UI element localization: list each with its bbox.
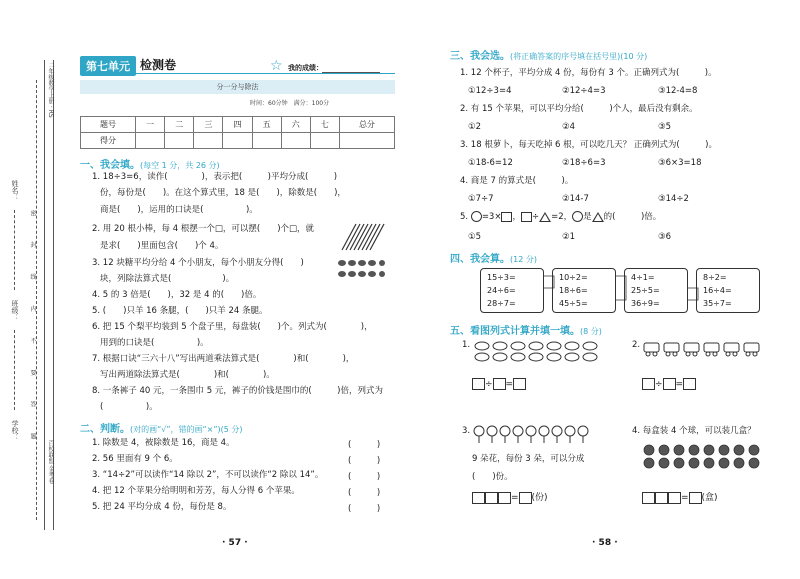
fish-image xyxy=(472,340,602,364)
section-5-heading xyxy=(450,322,602,337)
name-label: 姓名： xyxy=(11,180,19,201)
score-label: 我的成绩： xyxy=(288,64,323,72)
class-line xyxy=(14,330,15,410)
question-7-line-2: 写出两道除法算式是( )和( )。 xyxy=(100,370,275,380)
answer-box[interactable] xyxy=(513,378,526,390)
choice-5-part-g: 的( )倍。 xyxy=(603,212,662,222)
op-eq: = xyxy=(505,379,514,390)
school-label: 学校： xyxy=(11,420,19,441)
judge-3-answer[interactable]: ( ) xyxy=(348,472,381,482)
judge-3: 3. “14÷2”可以读作“14 除以 2”，不可以读作“2 除以 14”。 xyxy=(92,470,324,480)
choice-5 xyxy=(460,211,661,223)
picture-4-text: 4. 每盒装 4 个球，可以装几盒？ xyxy=(632,426,756,436)
score-input-cell[interactable] xyxy=(339,133,394,149)
score-input-cell[interactable] xyxy=(136,133,165,149)
op-div: ÷ xyxy=(655,379,663,390)
car-image xyxy=(642,340,762,360)
seal-text: 密 封 线 内 不 要 答 题 xyxy=(29,210,36,452)
answer-box[interactable] xyxy=(689,492,702,504)
choice-5-part-d: ÷ xyxy=(531,212,540,222)
op-div: ÷ xyxy=(485,379,493,390)
calc-item: 18÷6= xyxy=(559,286,588,295)
calc-item: 10÷2= xyxy=(559,273,588,282)
choice-5-option-1[interactable]: ①5 xyxy=(468,232,482,242)
section-3-heading xyxy=(450,47,647,62)
judge-2: 2. 56 里面有 9 个 6。 xyxy=(92,454,178,464)
answer-box[interactable] xyxy=(642,492,655,504)
square-icon xyxy=(501,212,512,222)
binding-strip xyxy=(8,60,54,530)
question-7-line-1: 7. 根据口诀“三六十八”写出两道乘法算式是( )和( )， xyxy=(92,354,355,364)
score-cell: 题号 xyxy=(81,117,136,133)
choice-4-option-2[interactable]: ②14-7 xyxy=(562,194,589,204)
page-number-right: · 58 · xyxy=(592,538,618,548)
section-1-heading xyxy=(80,156,220,171)
name-line xyxy=(14,210,15,290)
score-cell: 得分 xyxy=(81,133,136,149)
page-title: 检测卷 xyxy=(140,58,177,72)
equation-1 xyxy=(472,378,526,390)
right-page xyxy=(400,0,800,579)
answer-box[interactable] xyxy=(498,492,511,504)
question-6-line-2: 用到的口诀是( )。 xyxy=(100,338,209,348)
calc-item: 24÷6= xyxy=(487,286,516,295)
balls-image xyxy=(642,444,772,470)
picture-3-text: 9 朵花，每份 3 朵，可以分成 xyxy=(472,454,585,464)
judge-2-answer[interactable]: ( ) xyxy=(348,456,381,466)
unit-tag: 第七单元 xyxy=(80,56,136,76)
section-4-title: 四、我会算。 xyxy=(450,254,510,265)
section-5-hint: (8 分) xyxy=(580,327,602,336)
choice-5-part-e: =2， xyxy=(551,212,573,222)
calc-item: 15÷3= xyxy=(487,273,516,282)
page-number-left: · 57 · xyxy=(222,538,248,548)
judge-1: 1. 除数是 4，被除数是 16，商是 4。 xyxy=(92,438,235,448)
score-input-cell[interactable] xyxy=(223,133,252,149)
choice-2: 2. 有 15 个苹果，可以平均分给( )个人，最后没有剩余。 xyxy=(460,104,698,114)
choice-4-option-1[interactable]: ①7÷7 xyxy=(468,194,494,204)
choice-3: 3. 18 根萝卜，每天吃掉 6 根，可以吃几天？ 正确列式为( )。 xyxy=(460,140,717,150)
triangle-icon xyxy=(539,212,551,222)
star-icon: ☆ xyxy=(270,58,283,74)
answer-box[interactable] xyxy=(683,378,696,390)
brand-text: 百校联盟 金考卷 xyxy=(47,440,54,484)
choice-1-option-3[interactable]: ③12-4=8 xyxy=(658,86,698,96)
score-input-cell[interactable] xyxy=(252,133,281,149)
score-cell: 四 xyxy=(223,117,252,133)
question-2-line-2: 是求( )里面包含( )个 4。 xyxy=(100,241,224,251)
op-eq: = xyxy=(511,493,519,503)
score-table xyxy=(80,116,395,149)
choice-4: 4. 商是 7 的算式是( )。 xyxy=(460,176,574,186)
score-table-score-row xyxy=(81,133,395,149)
score-table-header-row xyxy=(81,117,395,133)
calc-item: 45÷5= xyxy=(559,299,588,308)
op-eq: = xyxy=(681,493,689,503)
section-3-title: 三、我会选。 xyxy=(450,51,510,62)
answer-box[interactable] xyxy=(485,492,498,504)
choice-5-option-2[interactable]: ②1 xyxy=(562,232,576,242)
series-text: 二年级数学上册 · RS xyxy=(47,62,54,118)
section-1-title: 一、我会填。 xyxy=(80,160,140,171)
score-input-cell[interactable] xyxy=(194,133,223,149)
choice-3-option-3[interactable]: ③6×3=18 xyxy=(658,158,702,168)
answer-box[interactable] xyxy=(472,492,485,504)
section-4-heading xyxy=(450,250,537,265)
score-input-cell[interactable] xyxy=(165,133,194,149)
answer-box[interactable] xyxy=(493,378,506,390)
subtitle: 分一分与除法 xyxy=(80,80,395,94)
section-3-hint: (将正确答案的序号填在括号里)(10 分) xyxy=(510,52,648,61)
picture-2-number: 2. xyxy=(632,340,641,350)
score-input-cell[interactable] xyxy=(310,133,339,149)
question-4: 4. 5 的 3 倍是( )，32 是 4 的( )倍。 xyxy=(92,290,262,300)
equation-3 xyxy=(472,490,548,504)
answer-box[interactable] xyxy=(472,378,485,390)
question-2-line-1: 2. 用 20 根小棒，每 4 根摆一个□，可以摆( )个□，就 xyxy=(92,224,315,234)
calc-item: 28÷7= xyxy=(487,299,516,308)
judge-4: 4. 把 12 个苹果分给明明和芳芳，每人分得 6 个苹果。 xyxy=(92,486,300,496)
equation-2 xyxy=(642,378,696,390)
choice-2-option-3[interactable]: ③5 xyxy=(658,122,672,132)
section-4-hint: (12 分) xyxy=(510,255,537,264)
question-1-line-1: 1. 18÷3=6，读作( )，表示把( )平均分成( ) xyxy=(92,172,338,182)
score-cell: 六 xyxy=(281,117,310,133)
flowers-image xyxy=(472,424,592,444)
choice-2-option-2[interactable]: ②4 xyxy=(562,122,576,132)
equation-4-unit: (盒) xyxy=(701,493,718,503)
choice-1-option-1[interactable]: ①12÷3=4 xyxy=(468,86,512,96)
choice-1-option-2[interactable]: ②12÷4=3 xyxy=(562,86,606,96)
answer-box[interactable] xyxy=(668,492,681,504)
calc-item: 8÷2= xyxy=(703,273,727,282)
square-icon xyxy=(521,212,532,222)
question-3-line-1: 3. 12 块糖平均分给 4 个小朋友，每个小朋友分得( ) xyxy=(92,258,304,268)
score-input-cell[interactable] xyxy=(281,133,310,149)
calc-item: 36÷9= xyxy=(631,299,660,308)
calc-arrows xyxy=(540,270,780,320)
judge-1-answer[interactable]: ( ) xyxy=(348,440,381,450)
judge-5: 5. 把 24 平均分成 4 份，每份是 8。 xyxy=(92,502,232,512)
triangle-icon xyxy=(592,212,604,222)
calc-item: 4÷1= xyxy=(631,273,655,282)
picture-1-number: 1. xyxy=(462,340,471,350)
score-cell: 三 xyxy=(194,117,223,133)
score-cell: 总分 xyxy=(339,117,394,133)
header-rule xyxy=(80,73,395,74)
seal-line xyxy=(36,80,37,520)
circle-icon xyxy=(572,211,583,222)
question-1-line-2: 份，每份是( )。在这个算式里，18 是( )，除数是( )， xyxy=(100,188,346,198)
class-label: 班级： xyxy=(11,300,19,321)
choice-3-option-1[interactable]: ①18-6=12 xyxy=(468,158,513,168)
answer-box[interactable] xyxy=(655,492,668,504)
time-info: 时间：60分钟 满分：100分 xyxy=(250,100,330,107)
candy-image xyxy=(336,258,386,280)
side-bar xyxy=(44,60,54,530)
score-cell: 一 xyxy=(136,117,165,133)
score-cell: 七 xyxy=(310,117,339,133)
sticks-image xyxy=(340,222,386,252)
choice-3-option-2[interactable]: ②18÷6=3 xyxy=(562,158,606,168)
section-2-heading xyxy=(80,420,243,435)
answer-box[interactable] xyxy=(663,378,676,390)
answer-box[interactable] xyxy=(642,378,655,390)
op-eq: = xyxy=(675,379,684,390)
question-3-line-2: 块，列除法算式是( )。 xyxy=(100,274,235,284)
question-8-line-1: 8. 一条裤子 40 元，一条围巾 5 元，裤子的价钱是围巾的( )倍，列式为 xyxy=(92,386,383,396)
choice-5-num: 5. xyxy=(460,212,471,222)
section-5-title: 五、看图列式计算并填一填。 xyxy=(450,326,580,337)
choice-5-part-c: ， xyxy=(512,212,521,222)
judge-5-answer[interactable]: ( ) xyxy=(348,504,381,514)
score-cell: 二 xyxy=(165,117,194,133)
calc-item: 25÷5= xyxy=(631,286,660,295)
answer-box[interactable] xyxy=(519,492,532,504)
choice-5-option-3[interactable]: ③6 xyxy=(658,232,672,242)
section-1-hint: (每空 1 分，共 26 分) xyxy=(140,161,220,170)
circle-icon xyxy=(471,211,482,222)
question-8-line-2: ( )。 xyxy=(100,402,158,412)
score-cell: 五 xyxy=(252,117,281,133)
choice-5-part-b: =3× xyxy=(481,212,502,222)
choice-1: 1. 12 个杯子，平均分成 4 份，每份有 3 个。正确列式为( )。 xyxy=(460,68,717,78)
question-6-line-1: 6. 把 15 个梨平均装到 5 个盘子里，每盘装( )个。列式为( )， xyxy=(92,322,373,332)
section-2-title: 二、判断。 xyxy=(80,424,130,435)
question-5: 5. ( )只羊 16 条腿，( )只羊 24 条腿。 xyxy=(92,306,268,316)
picture-3-unit: ( )份。 xyxy=(472,472,513,482)
calc-item: 35÷7= xyxy=(703,299,732,308)
equation-3-unit: (份) xyxy=(531,493,548,503)
judge-4-answer[interactable]: ( ) xyxy=(348,488,381,498)
picture-3-number: 3. xyxy=(462,426,471,436)
calc-item: 16÷4= xyxy=(703,286,732,295)
question-1-line-3: 商是( )，运用的口诀是( )。 xyxy=(100,205,258,215)
equation-4 xyxy=(642,490,718,504)
section-2-hint: (对的画“√”，错的画“×”)(5 分) xyxy=(130,425,243,434)
calc-group-1 xyxy=(480,268,544,313)
choice-5-part-f: 是 xyxy=(583,212,592,222)
choice-4-option-3[interactable]: ③14÷2 xyxy=(658,194,689,204)
choice-2-option-1[interactable]: ①2 xyxy=(468,122,482,132)
